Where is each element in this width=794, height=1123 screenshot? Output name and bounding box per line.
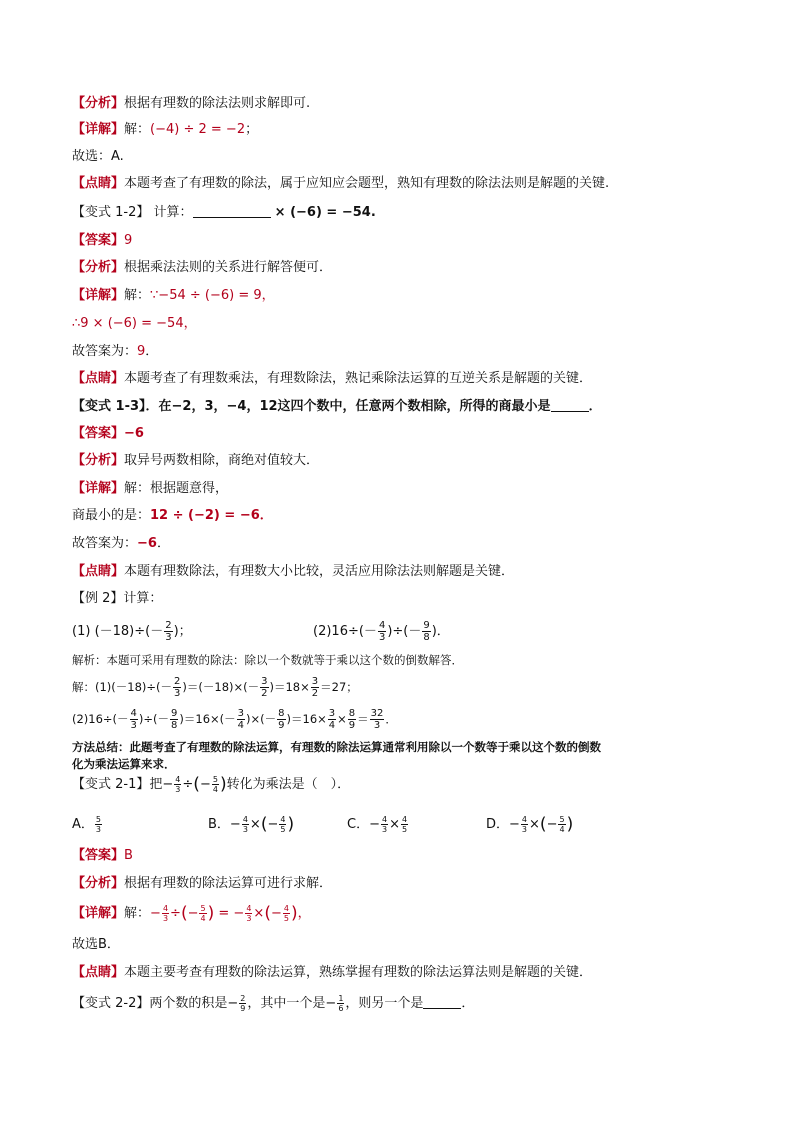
answer-line-1-2: 【答案】9 [72, 233, 133, 248]
variant-1-2-question: 【变式 1-2】 计算： × (−6) = −54. [72, 205, 376, 220]
analysis-line-1-2: 【分析】根据乘法法则的关系进行解答便可． [72, 260, 333, 275]
analysis-text: 根据有理数的除法法则求解即可. [124, 96, 311, 111]
min-line-1-3: 商最小的是：12 ÷ (−2) = −6． [72, 508, 273, 523]
analysis-line-1 [72, 95, 310, 113]
math-expression: (−4) ÷ 2 = −2 [150, 122, 246, 137]
fraction: $\frac{2}{3}$ [165, 620, 172, 643]
variant-1-3-question: 【变式 1-3】．在−2，3，−4，12这四个数中，任意两个数相除，所得的商最小是 ． [72, 399, 602, 414]
answer-blank[interactable] [193, 203, 271, 218]
answer-line-2-1: 【答案】B [72, 848, 133, 863]
detail-line-1: 【详解】解：(−4) ÷ 2 = −2； [72, 122, 259, 137]
example-2-solution-1: 解：(1)(－18)÷(－ $\frac{2}{3}$ )＝(－18)×(－ $\frac{3}{2}$ )＝18× $\frac{3}{2}$ ＝27； [72, 676, 358, 699]
comment-line-1-3: 【点睛】本题有理数除法，有理数大小比较，灵活应用除法法则解题是关键． [72, 564, 515, 579]
example-2-solution-2: (2)16÷(－ $\frac{4}{3}$ )÷(－ $\frac{9}{8}$ )＝16×(－ $\frac{3}{4}$ )×(－ $\frac{8}{9}$ )＝16× $\frac{3}{4}$ × $\frac{8}{9}$ ＝ $\frac{32}{3}$ ． [72, 708, 397, 731]
comment-line-1-2: 【点睛】本题考查了有理数乘法，有理数除法，熟记乘除法运算的互逆关系是解题的关键． [72, 371, 593, 386]
option-c[interactable]: C．− $\frac{4}{3}$ × $\frac{4}{5}$ [347, 815, 408, 834]
answer-blank[interactable] [551, 397, 589, 412]
result-line-1-3: 故答案为：−6． [72, 536, 170, 551]
example-2-problem-1: (1) (－18)÷(－ $\frac{2}{3}$ )； [72, 620, 192, 643]
detail-line-1-3: 【详解】解：根据题意得， [72, 481, 229, 496]
detail-tag: 【详解】 [72, 122, 125, 137]
answer-line-1-3: 【答案】−6 [72, 426, 144, 441]
example-2-summary-2: 化为乘法运算来求． [72, 757, 176, 771]
comment-line-2-1: 【点睛】本题主要考查有理数的除法运算，熟练掌握有理数的除法运算法则是解题的关键． [72, 965, 593, 980]
detail-line-2-1: 【详解】解：− $\frac{4}{3}$ ÷(− $\frac{5}{4}$ ) = − $\frac{4}{3}$ ×(− $\frac{4}{5}$ )， [72, 903, 311, 924]
result-line-1-2: 故答案为：9． [72, 344, 159, 359]
example-2-summary-1: 方法总结：此题考查了有理数的除法运算，有理数的除法运算通常利用除以一个数等于乘以这个数的倒数 [72, 740, 601, 754]
variant-2-1-question: 【变式 2-1】把− $\frac{4}{3}$ ÷(− $\frac{5}{4}$ )转化为乘法是（ ）． [72, 774, 351, 795]
variant-tag: 【变式 1-2】 [72, 205, 150, 220]
option-d[interactable]: D．− $\frac{4}{3}$ ×(− $\frac{5}{4}$ ) [486, 814, 574, 835]
analysis-tag: 【分析】 [72, 96, 125, 111]
option-a[interactable]: A． $\frac{5}{3}$ [72, 815, 101, 834]
option-b[interactable]: B．− $\frac{4}{3}$ ×(− $\frac{4}{5}$ ) [208, 814, 295, 835]
therefore-line-1-2: ∴9 × (−6) = −54， [72, 316, 197, 331]
detail-line-1-2: 【详解】解：∵−54 ÷ (−6) = 9， [72, 288, 275, 303]
answer-blank[interactable] [423, 994, 461, 1009]
choice-line-1: 故选：A. [72, 149, 124, 164]
analysis-line-1-3: 【分析】取异号两数相除，商绝对值较大． [72, 453, 320, 468]
variant-2-2-question: 【变式 2-2】两个数的积是− $\frac{2}{9}$ ，其中一个是− $\frac{1}{6}$ ，则另一个是 ． [72, 994, 475, 1013]
example-2-analysis: 解析：本题可采用有理数的除法：除以一个数就等于乘以这个数的倒数解答． [72, 653, 463, 667]
comment-line-1: 【点睛】本题考查了有理数的除法，属于应知应会题型，熟知有理数的除法法则是解题的关键. [72, 176, 610, 191]
analysis-line-2-1: 【分析】根据有理数的除法运算可进行求解． [72, 876, 333, 891]
example-2-title: 【例 2】计算： [72, 591, 163, 606]
example-2-problem-2: (2)16÷(－ $\frac{4}{3}$ )÷(－ $\frac{9}{8}$ )． [313, 620, 450, 643]
choice-line-2-1: 故选B． [72, 937, 120, 952]
